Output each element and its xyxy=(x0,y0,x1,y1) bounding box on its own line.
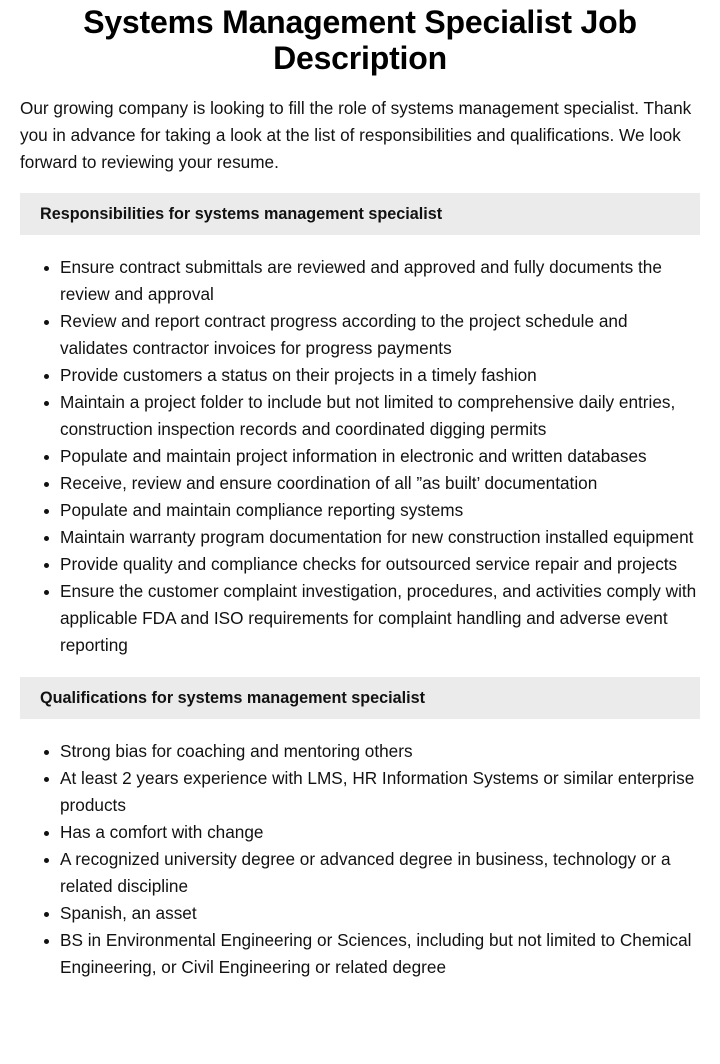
list-item: A recognized university degree or advanced degree in business, technology or a related discipline xyxy=(60,846,700,900)
qualifications-list xyxy=(20,738,700,981)
qualifications-heading: Qualifications for systems management specialist xyxy=(20,677,700,719)
list-item: Populate and maintain project information in electronic and written databases xyxy=(60,443,700,470)
list-item: Has a comfort with change xyxy=(60,819,700,846)
intro-paragraph: Our growing company is looking to fill the role of systems management specialist. Thank you in advance for taking a look at the list of responsibilities and qualifications. We look forward to reviewing your resume. xyxy=(20,98,692,172)
list-item: Strong bias for coaching and mentoring others xyxy=(60,738,700,765)
list-item: Populate and maintain compliance reporting systems xyxy=(60,497,700,524)
list-item: Maintain a project folder to include but not limited to comprehensive daily entries, construction inspection records and coordinated digging permits xyxy=(60,389,700,443)
responsibilities-list xyxy=(20,254,700,659)
list-item: Review and report contract progress according to the project schedule and validates contractor invoices for progress payments xyxy=(60,308,700,362)
list-item: Maintain warranty program documentation for new construction installed equipment xyxy=(60,524,700,551)
list-item: Provide customers a status on their projects in a timely fashion xyxy=(60,362,700,389)
list-item: Ensure the customer complaint investigation, procedures, and activities comply with applicable FDA and ISO requirements for complaint handling and adverse event reporting xyxy=(60,578,700,659)
responsibilities-heading: Responsibilities for systems management specialist xyxy=(20,193,700,235)
list-item: BS in Environmental Engineering or Sciences, including but not limited to Chemical Engineering, or Civil Engineering or related degree xyxy=(60,927,700,981)
list-item: Ensure contract submittals are reviewed and approved and fully documents the review and approval xyxy=(60,254,700,308)
list-item: Spanish, an asset xyxy=(60,900,700,927)
page-title: Systems Management Specialist Job Description xyxy=(83,4,637,76)
list-item: At least 2 years experience with LMS, HR Information Systems or similar enterprise products xyxy=(60,765,700,819)
list-item: Receive, review and ensure coordination of all ”as built’ documentation xyxy=(60,470,700,497)
list-item: Provide quality and compliance checks for outsourced service repair and projects xyxy=(60,551,700,578)
